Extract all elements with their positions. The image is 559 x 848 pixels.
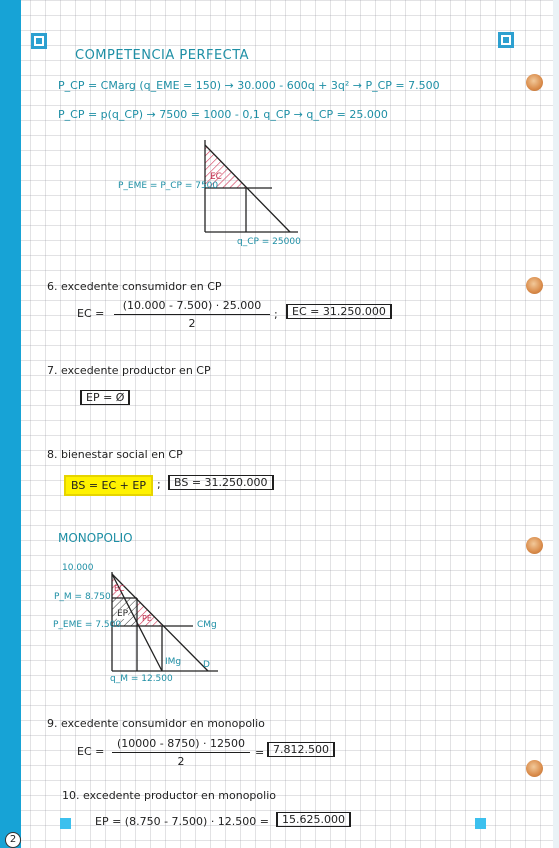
q6-numerator: (10.000 - 7.500) · 25.000	[114, 299, 270, 315]
equation-price-cp: P_CP = CMarg (q_EME = 150) → 30.000 - 600q + 3q² → P_CP = 7.500	[58, 79, 440, 92]
q9-numerator: (10000 - 8750) · 12500	[112, 737, 250, 753]
page-number: 2	[5, 832, 21, 848]
q8-result: BS = 31.250.000	[168, 475, 274, 490]
qm-label: q_M = 12.500	[110, 674, 173, 684]
equation-quantity-cp: P_CP = p(q_CP) → 7500 = 1000 - 0,1 q_CP → q_CP = 25.000	[58, 108, 388, 121]
pm-label: P_M = 8.750	[54, 592, 111, 602]
graph-quantity-label: q_CP = 25000	[237, 237, 301, 247]
q9-denominator: 2	[177, 755, 185, 768]
graph-ec-label: EC	[114, 584, 125, 593]
graph-price-label: P_EME = P_CP = 7500	[118, 181, 219, 191]
question-6-heading: 6. excedente consumidor en CP	[47, 280, 222, 293]
section-title-monopolio: MONOPOLIO	[58, 531, 133, 545]
q9-result: 7.812.500	[267, 742, 335, 757]
q6-separator: ;	[274, 308, 278, 321]
y-top-label: 10.000	[62, 563, 94, 573]
question-8-heading: 8. bienestar social en CP	[47, 448, 183, 461]
peme-label: P_EME = 7.500	[53, 620, 122, 630]
q8-separator: ;	[157, 478, 161, 491]
question-10-heading: 10. excedente productor en monopolio	[62, 789, 276, 802]
q6-result: EC = 31.250.000	[286, 304, 392, 319]
q6-lhs: EC =	[77, 307, 105, 320]
q10-expression: EP = (8.750 - 7.500) · 12.500 =	[95, 815, 270, 828]
q10-result: 15.625.000	[276, 812, 351, 827]
q9-equals: =	[255, 746, 265, 759]
img-label: IMg	[165, 657, 182, 667]
question-7-heading: 7. excedente productor en CP	[47, 364, 211, 377]
graph-ep-label: EP	[117, 609, 129, 619]
graph-pe-label: PE	[142, 614, 152, 623]
q9-lhs: EC =	[77, 745, 105, 758]
q7-result: EP = Ø	[80, 390, 130, 405]
cmg-label: CMg	[197, 620, 217, 630]
q6-denominator: 2	[188, 317, 196, 330]
graph-ec-label: EC	[210, 172, 222, 182]
question-9-heading: 9. excedente consumidor en monopolio	[47, 717, 265, 730]
q8-highlight-formula: BS = EC + EP	[64, 475, 153, 496]
q9-fraction	[112, 737, 250, 768]
section-title-perfecta: COMPETENCIA PERFECTA	[75, 48, 250, 63]
d-label: D	[203, 660, 210, 670]
